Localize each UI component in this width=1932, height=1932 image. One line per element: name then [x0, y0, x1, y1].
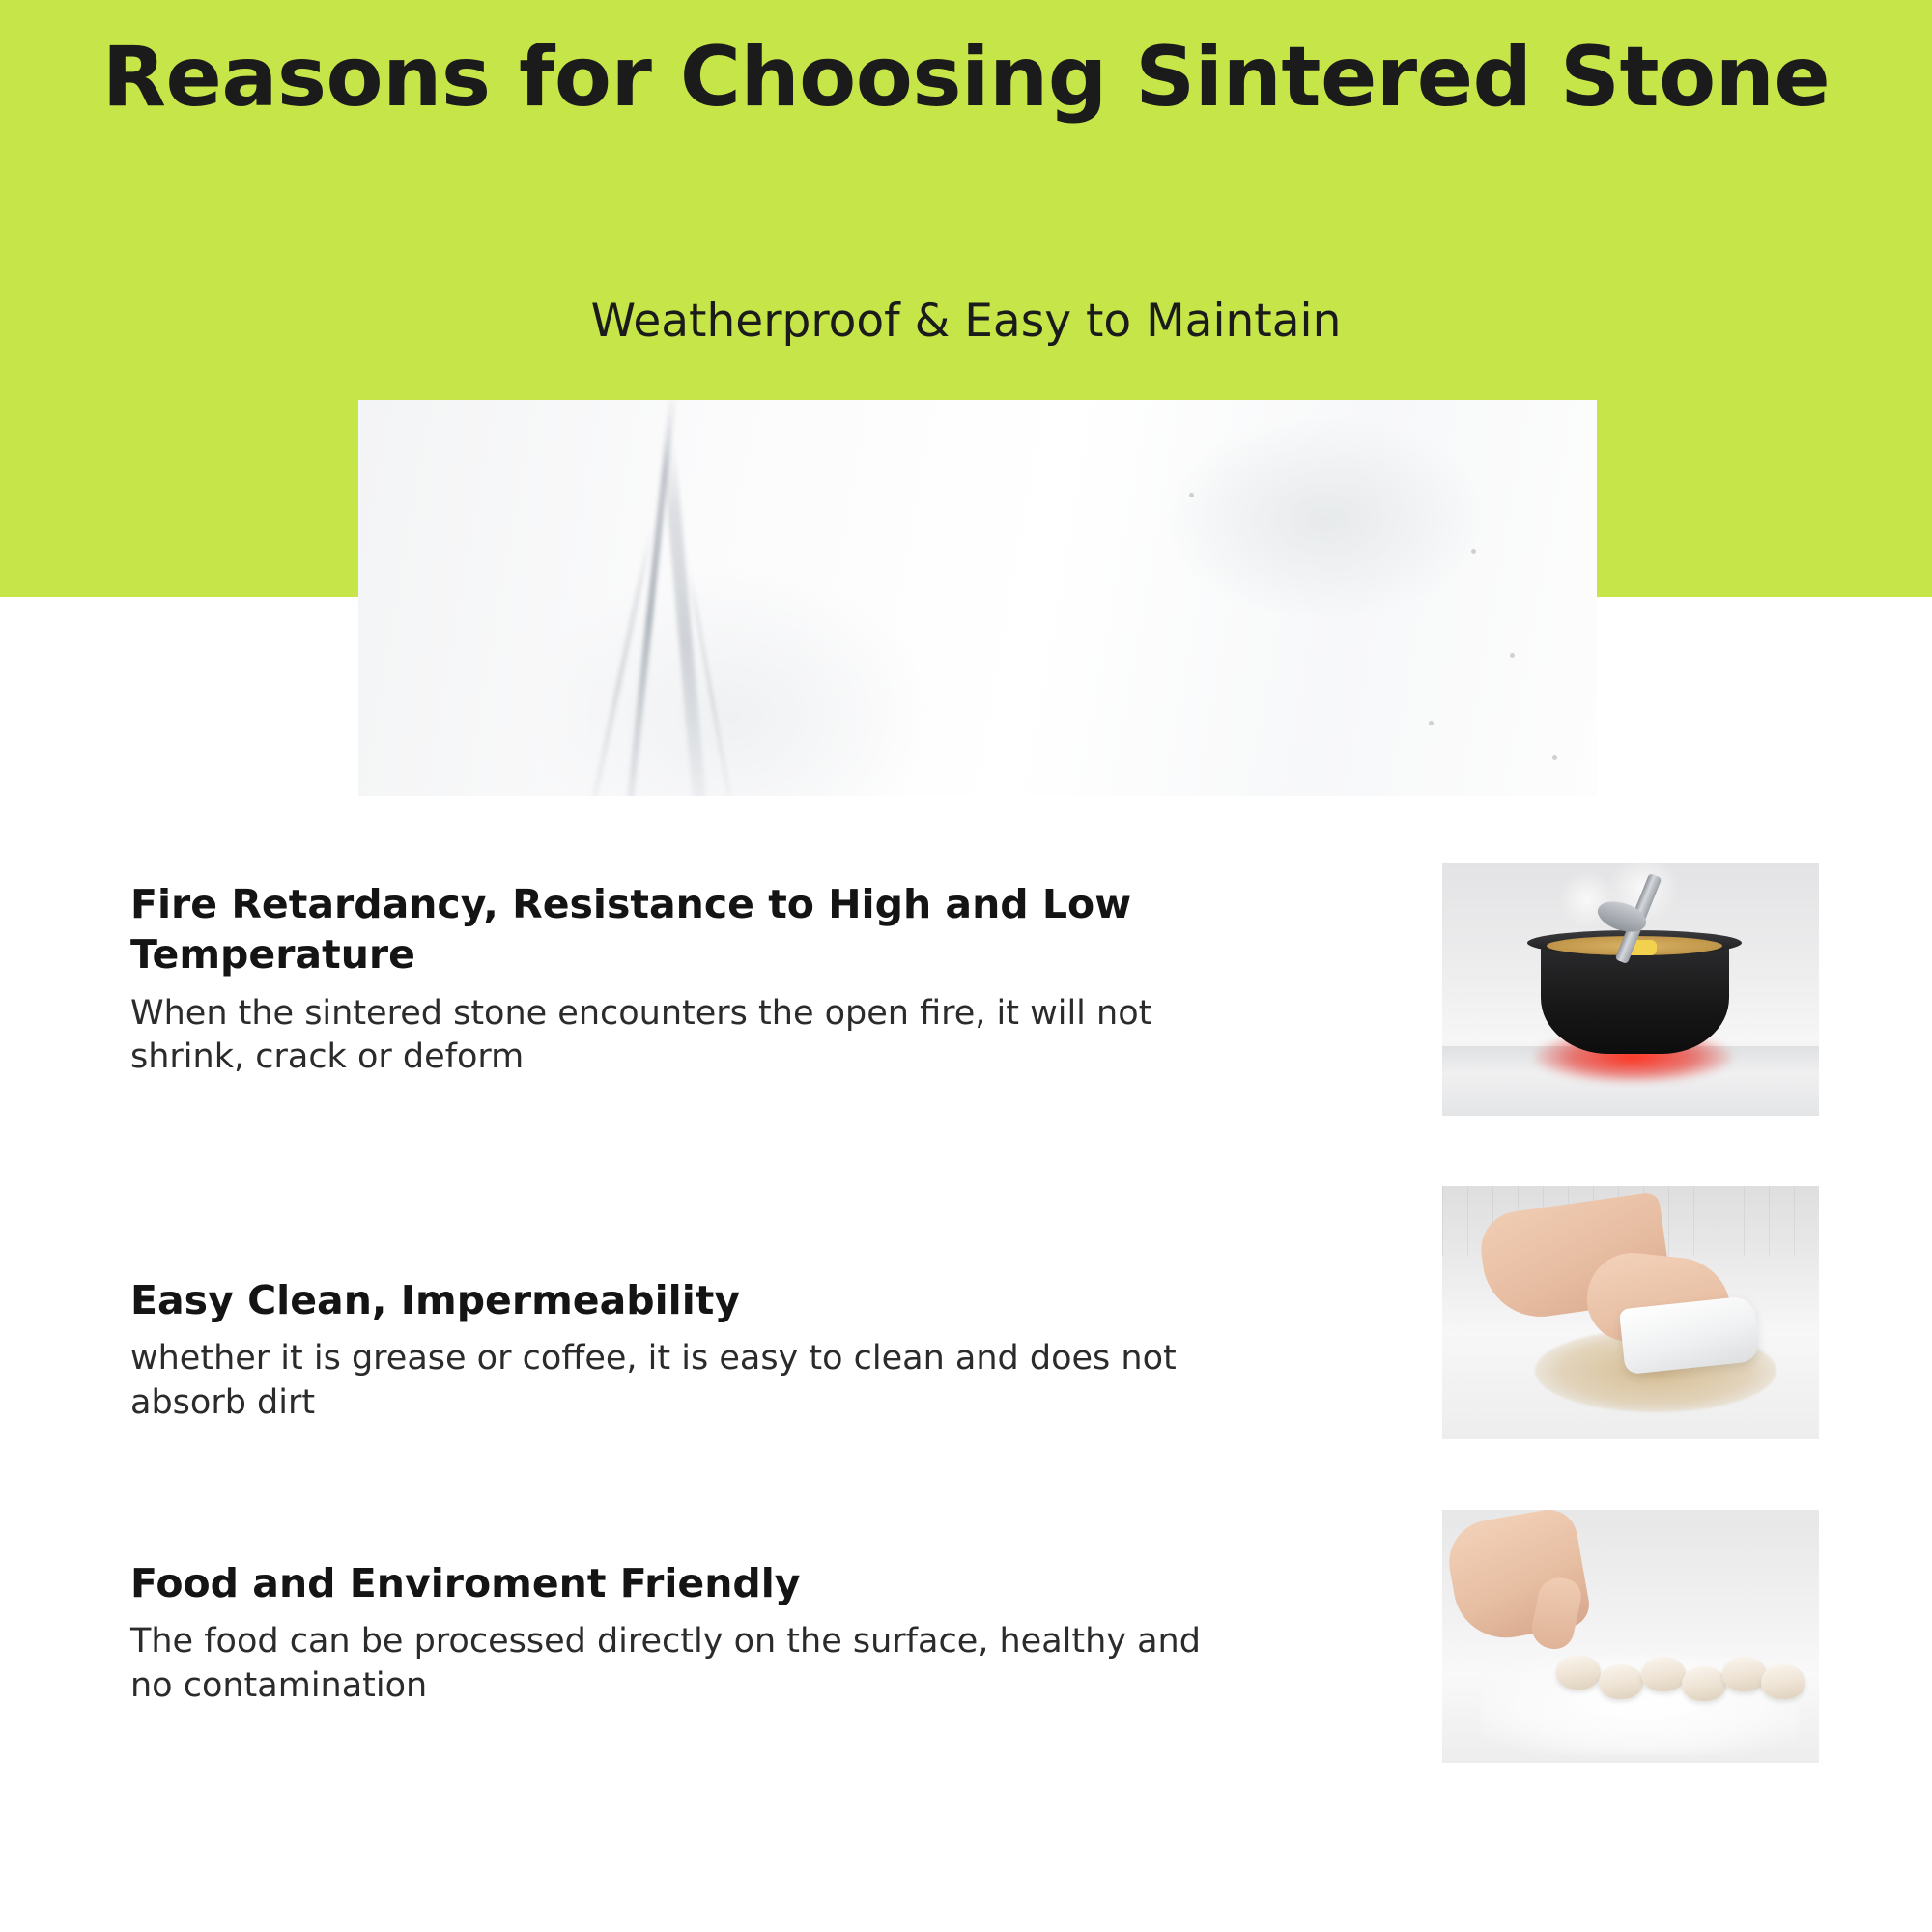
feature-title: Easy Clean, Impermeability [130, 1277, 741, 1323]
feature-body: When the sintered stone encounters the open fire, it will not shrink, crack or deform [130, 993, 1152, 1077]
marble-speck [1189, 493, 1194, 497]
dumpling [1641, 1657, 1686, 1691]
feature-image-easy-clean [1442, 1186, 1819, 1439]
cleaning-cloth [1619, 1295, 1760, 1375]
feature-title: Food and Enviroment Friendly [130, 1560, 801, 1606]
feature-image-hot-pot [1442, 863, 1819, 1116]
feature-item [130, 879, 1251, 1080]
dumpling [1722, 1657, 1767, 1691]
marble-speck [1471, 549, 1476, 554]
feature-body: whether it is grease or coffee, it is easy to clean and does not absorb dirt [130, 1339, 1177, 1422]
pot-body [1541, 938, 1729, 1054]
hero-marble-image [358, 400, 1597, 796]
feature-body: The food can be processed directly on the surface, healthy and no contamination [130, 1622, 1201, 1705]
dumpling [1556, 1655, 1601, 1690]
page-title: Reasons for Choosing Sintered Stone [101, 29, 1831, 126]
feature-image-food-friendly [1442, 1510, 1819, 1763]
marble-vein [661, 439, 706, 796]
marble-speck [1510, 653, 1515, 658]
dumpling [1761, 1664, 1805, 1699]
feature-title: Fire Retardancy, Resistance to High and Low Temperature [130, 881, 1132, 979]
dumpling [1682, 1666, 1726, 1701]
feature-item [130, 1275, 1251, 1425]
marble-speck [1552, 755, 1557, 760]
page-subtitle: Weatherproof & Easy to Maintain [590, 295, 1342, 348]
feature-item [130, 1558, 1251, 1708]
marble-speck [1429, 721, 1434, 725]
dumpling [1599, 1664, 1643, 1699]
